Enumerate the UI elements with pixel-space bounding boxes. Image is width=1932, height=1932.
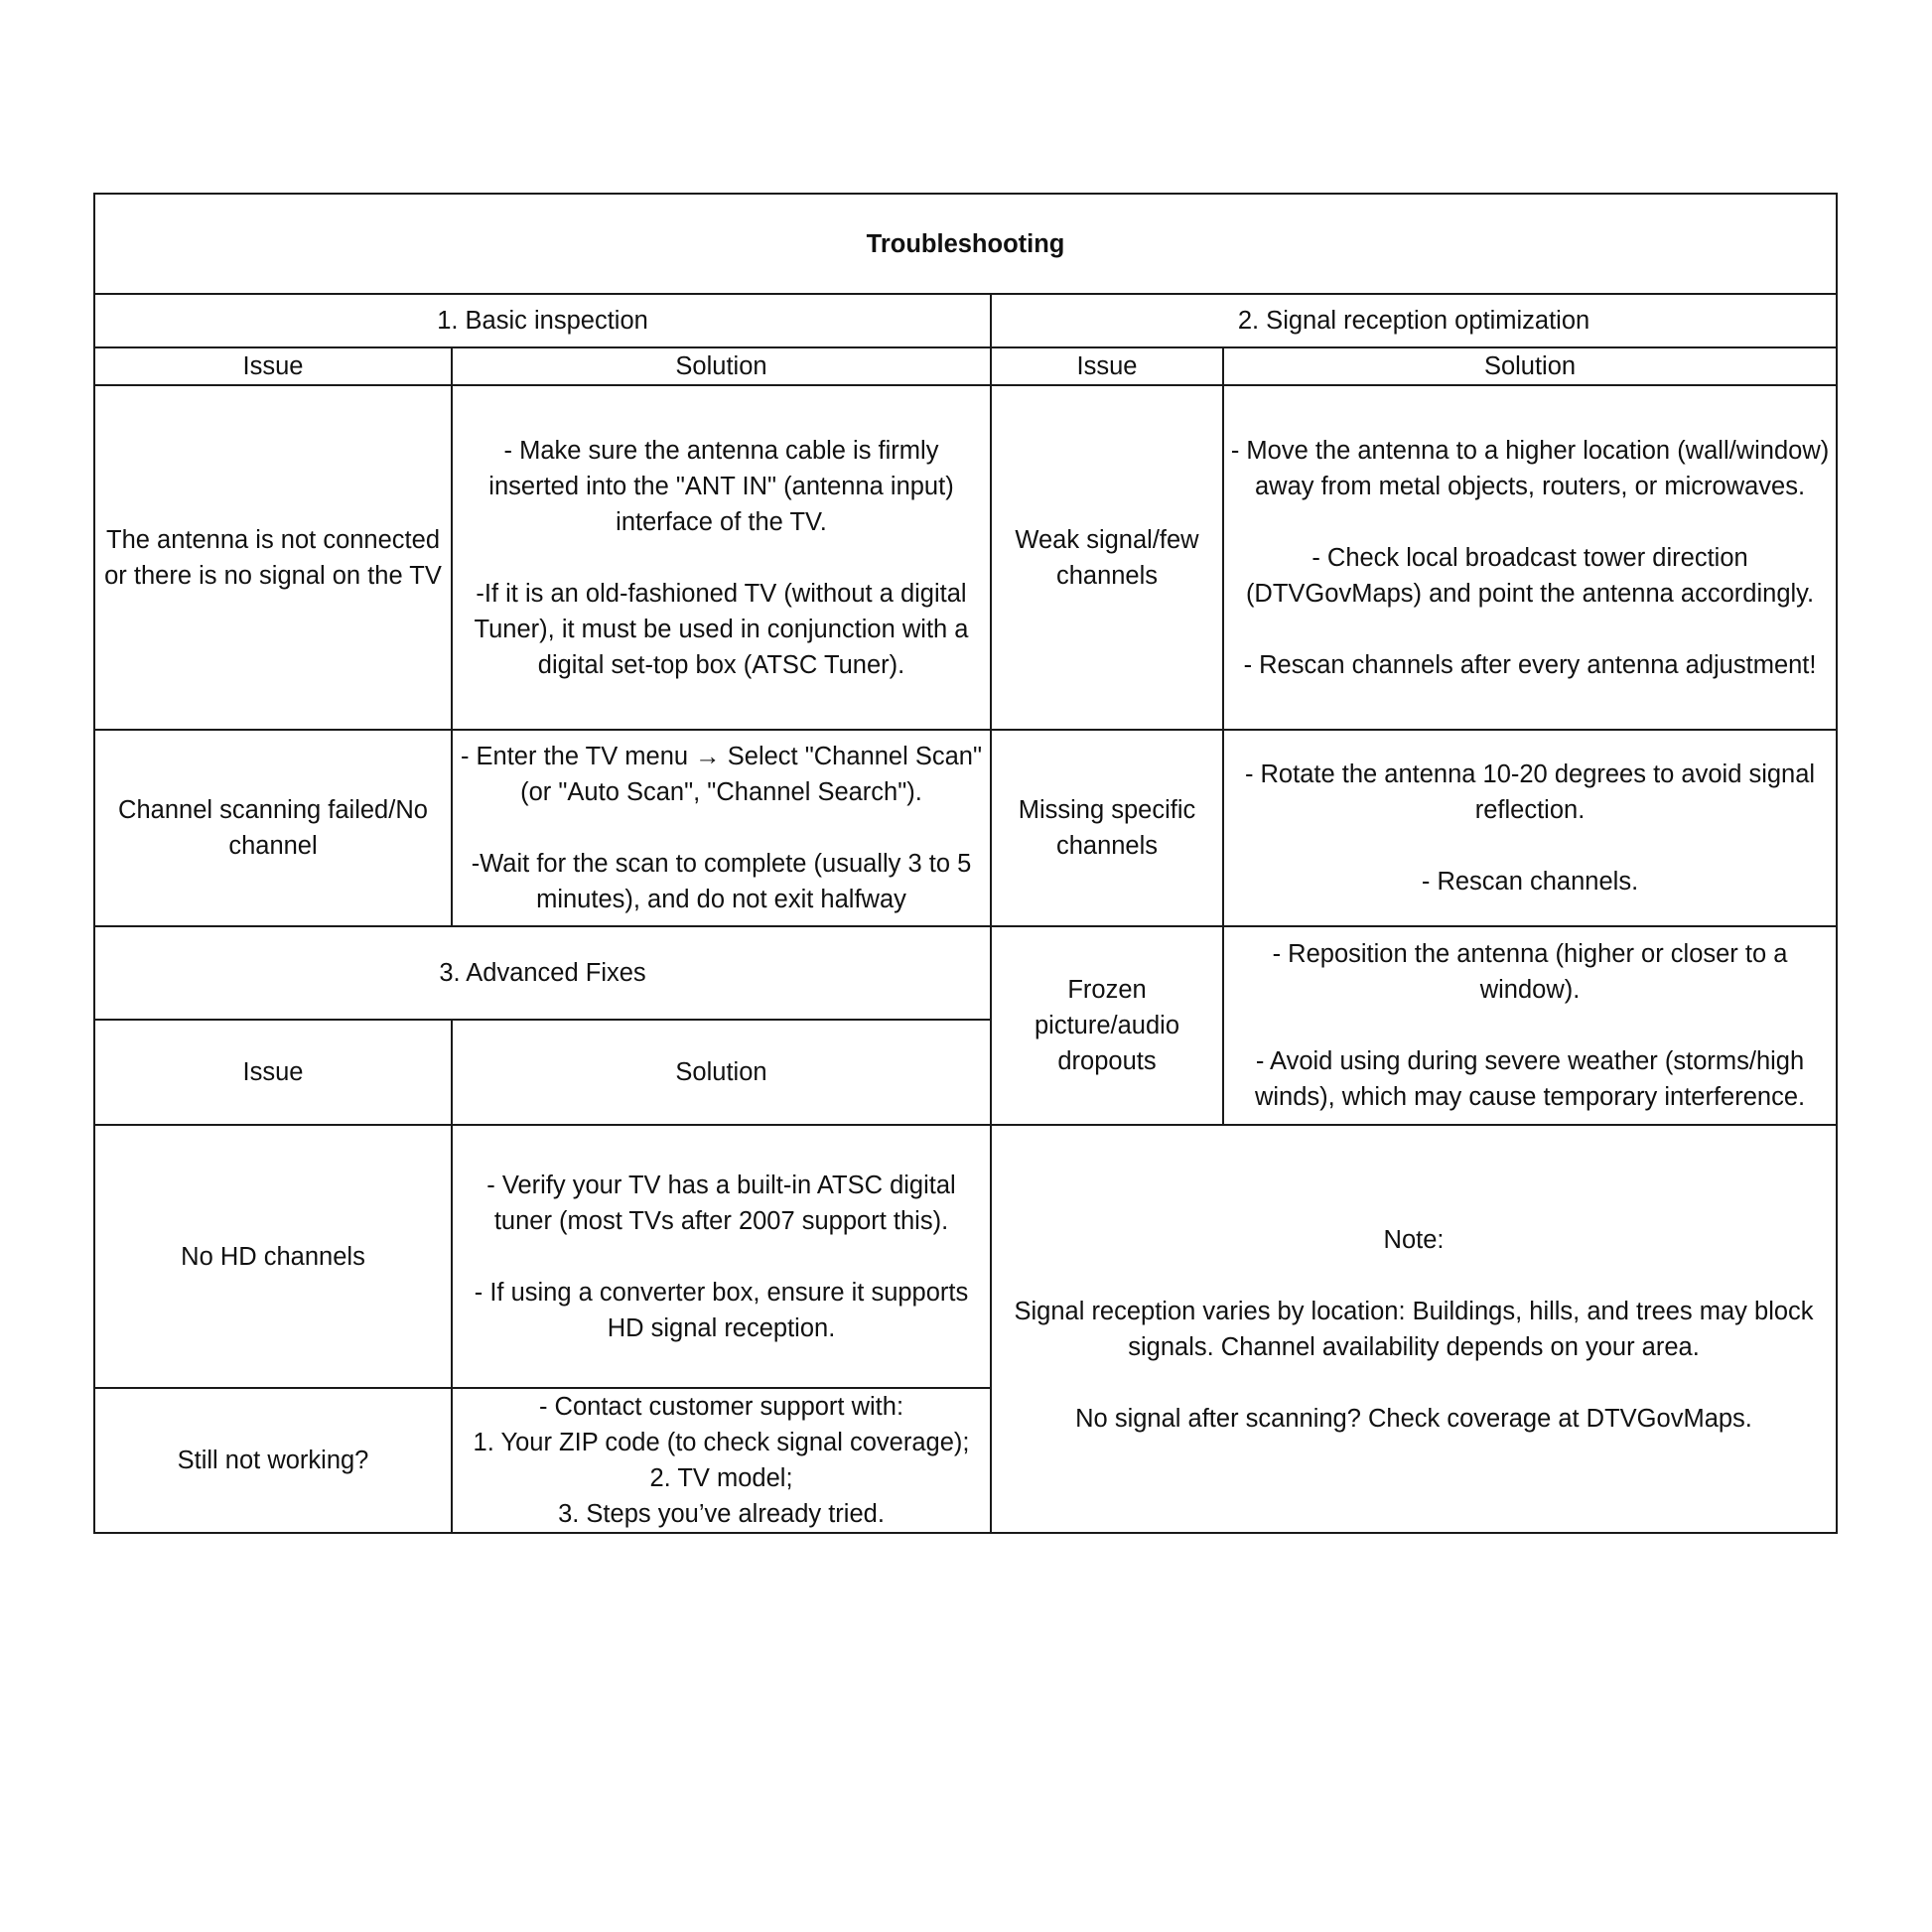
signal-issue-cell: Frozen picture/audio dropouts [991, 926, 1223, 1125]
signal-solution-cell: - Reposition the antenna (higher or closer to a window). - Avoid using during severe weather (storms/high winds), which may cause temporary interference. [1223, 926, 1837, 1125]
basic-issue-cell: The antenna is not connected or there is no signal on the TV [94, 385, 452, 730]
advanced-issue-cell: Still not working? [94, 1388, 452, 1533]
signal-solution-cell: - Move the antenna to a higher location (wall/window) away from metal objects, routers, or microwaves. - Check local broadcast tower direction (DTVGovMaps) and point the antenna accordingly. - Rescan channels after every antenna adjustment! [1223, 385, 1837, 730]
basic-solution-header: Solution [452, 347, 991, 385]
advanced-solution-cell: - Contact customer support with: 1. Your ZIP code (to check signal coverage); 2. TV model; 3. Steps you’ve already tried. [452, 1388, 991, 1533]
basic-issue-header: Issue [94, 347, 452, 385]
signal-solution-cell: - Rotate the antenna 10-20 degrees to avoid signal reflection. - Rescan channels. [1223, 730, 1837, 926]
signal-solution-header: Solution [1223, 347, 1837, 385]
advanced-solution-cell: - Verify your TV has a built-in ATSC digital tuner (most TVs after 2007 support this). - If using a converter box, ensure it supports HD signal reception. [452, 1125, 991, 1388]
basic-solution-cell: - Make sure the antenna cable is firmly inserted into the "ANT IN" (antenna input) interface of the TV. -If it is an old-fashioned TV (without a digital Tuner), it must be used in conjunction with a digital set-top box (ATSC Tuner). [452, 385, 991, 730]
note-cell: Note: Signal reception varies by location: Buildings, hills, and trees may block signals. Channel availability depends on your area. No signal after scanning? Check coverage at DTVGovMaps. [991, 1125, 1837, 1533]
advanced-issue-cell: No HD channels [94, 1125, 452, 1388]
table-title: Troubleshooting [94, 194, 1837, 294]
signal-issue-cell: Weak signal/few channels [991, 385, 1223, 730]
section-signal-optimization: 2. Signal reception optimization [991, 294, 1837, 347]
troubleshooting-table [93, 193, 1838, 1534]
basic-solution-cell: - Enter the TV menu → Select "Channel Scan" (or "Auto Scan", "Channel Search"). -Wait for the scan to complete (usually 3 to 5 minutes), and do not exit halfway [452, 730, 991, 926]
basic-issue-cell: Channel scanning failed/No channel [94, 730, 452, 926]
section-basic-inspection: 1. Basic inspection [94, 294, 991, 347]
signal-issue-cell: Missing specific channels [991, 730, 1223, 926]
advanced-solution-header: Solution [452, 1020, 991, 1125]
signal-issue-header: Issue [991, 347, 1223, 385]
advanced-issue-header: Issue [94, 1020, 452, 1125]
section-advanced-fixes: 3. Advanced Fixes [94, 926, 991, 1020]
